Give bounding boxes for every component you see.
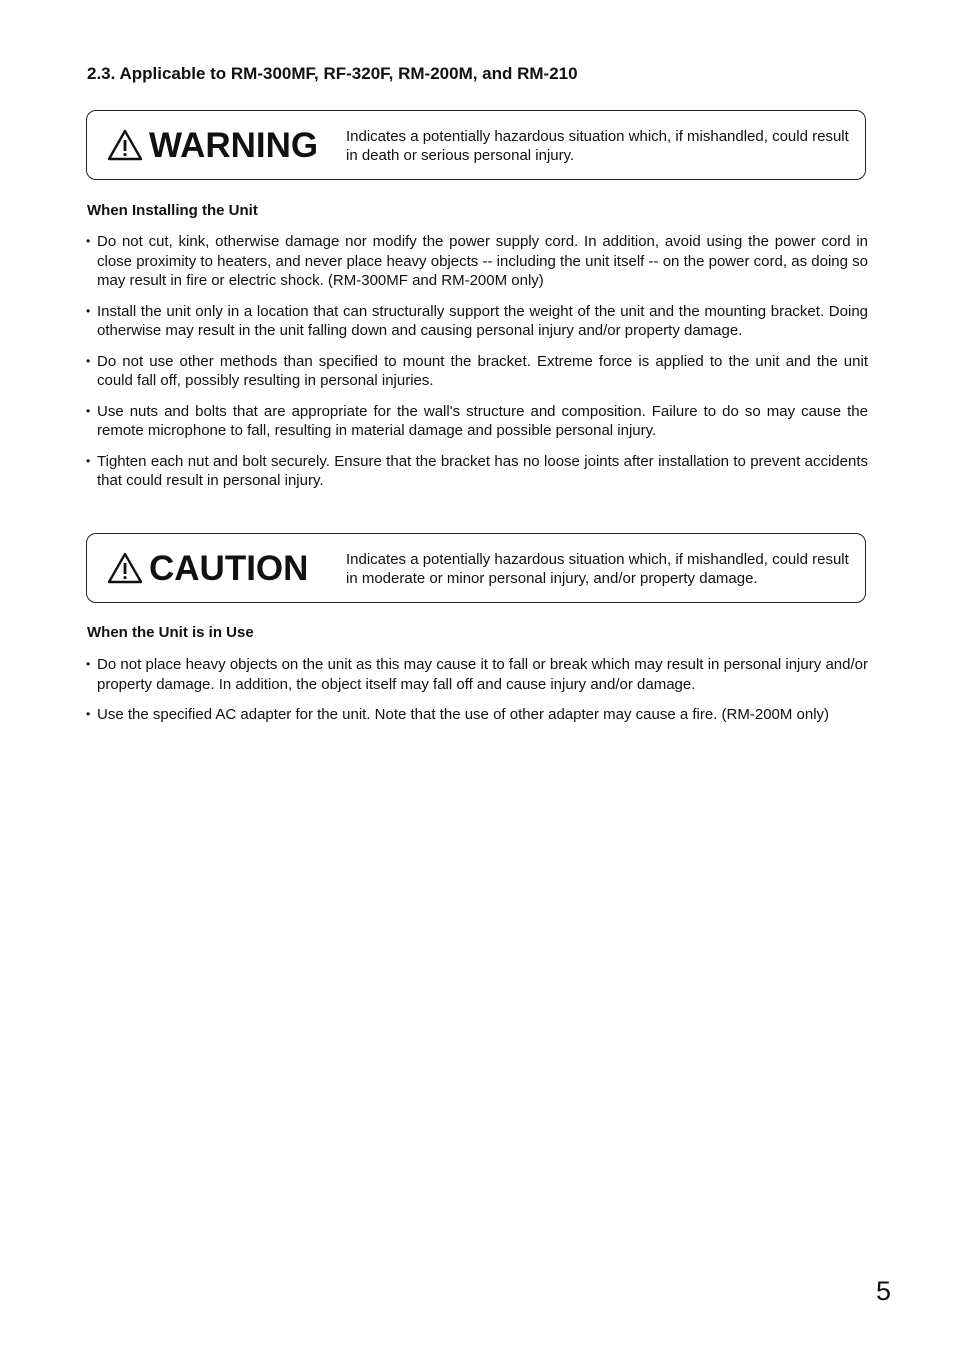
- page-number: 5: [876, 1276, 892, 1306]
- warning-triangle-icon: [107, 129, 143, 161]
- warning-triangle-icon: [107, 552, 143, 584]
- warning-description: Indicates a potentially hazardous situation which, if mishandled, could result in death or serious personal injury.: [346, 128, 849, 164]
- warning-label: WARNING: [149, 125, 319, 165]
- list-item: • Do not place heavy objects on the unit as this may cause it to fall or break which may result in personal injury and/or property damage. In addition, the object itself may fall off and cause injury and/or damage.: [86, 655, 868, 694]
- section-title: 2.3. Applicable to RM-300MF, RF-320F, RM-200M, and RM-210: [87, 64, 578, 83]
- installing-list: [86, 232, 868, 502]
- installing-heading: When Installing the Unit: [87, 202, 258, 219]
- caution-heading: [107, 534, 308, 602]
- warning-heading: [107, 111, 318, 179]
- list-item: • Use the specified AC adapter for the unit. Note that the use of other adapter may cause a fire. (RM-200M only): [86, 705, 868, 725]
- list-item: • Do not cut, kink, otherwise damage nor modify the power supply cord. In addition, avoid using the power cord in close proximity to heaters, and never place heavy objects -- including the unit itself -- on the power cord, as doing so may result in fire or electric shock. (RM-300MF and RM-200M only): [86, 232, 868, 291]
- list-item: • Install the unit only in a location that can structurally support the weight of the unit and the mounting bracket. Doing otherwise may result in the unit falling down and causing personal injury and/or property damage.: [86, 302, 868, 341]
- caution-label: CAUTION: [149, 548, 309, 588]
- list-item: • Use nuts and bolts that are appropriate for the wall's structure and composition. Failure to do so may cause the remote microphone to fall, resulting in material damage and possible personal injury.: [86, 402, 868, 441]
- in-use-list: [86, 655, 868, 736]
- caution-description: Indicates a potentially hazardous situation which, if mishandled, could result in moderate or minor personal injury, and/or property damage.: [346, 551, 849, 587]
- in-use-heading: When the Unit is in Use: [87, 624, 254, 641]
- list-item: • Tighten each nut and bolt securely. Ensure that the bracket has no loose joints after installation to prevent accidents that could result in personal injury.: [86, 452, 868, 491]
- caution-box: [86, 533, 866, 603]
- list-item: • Do not use other methods than specified to mount the bracket. Extreme force is applied to the unit and the unit could fall off, possibly resulting in personal injuries.: [86, 352, 868, 391]
- warning-box: [86, 110, 866, 180]
